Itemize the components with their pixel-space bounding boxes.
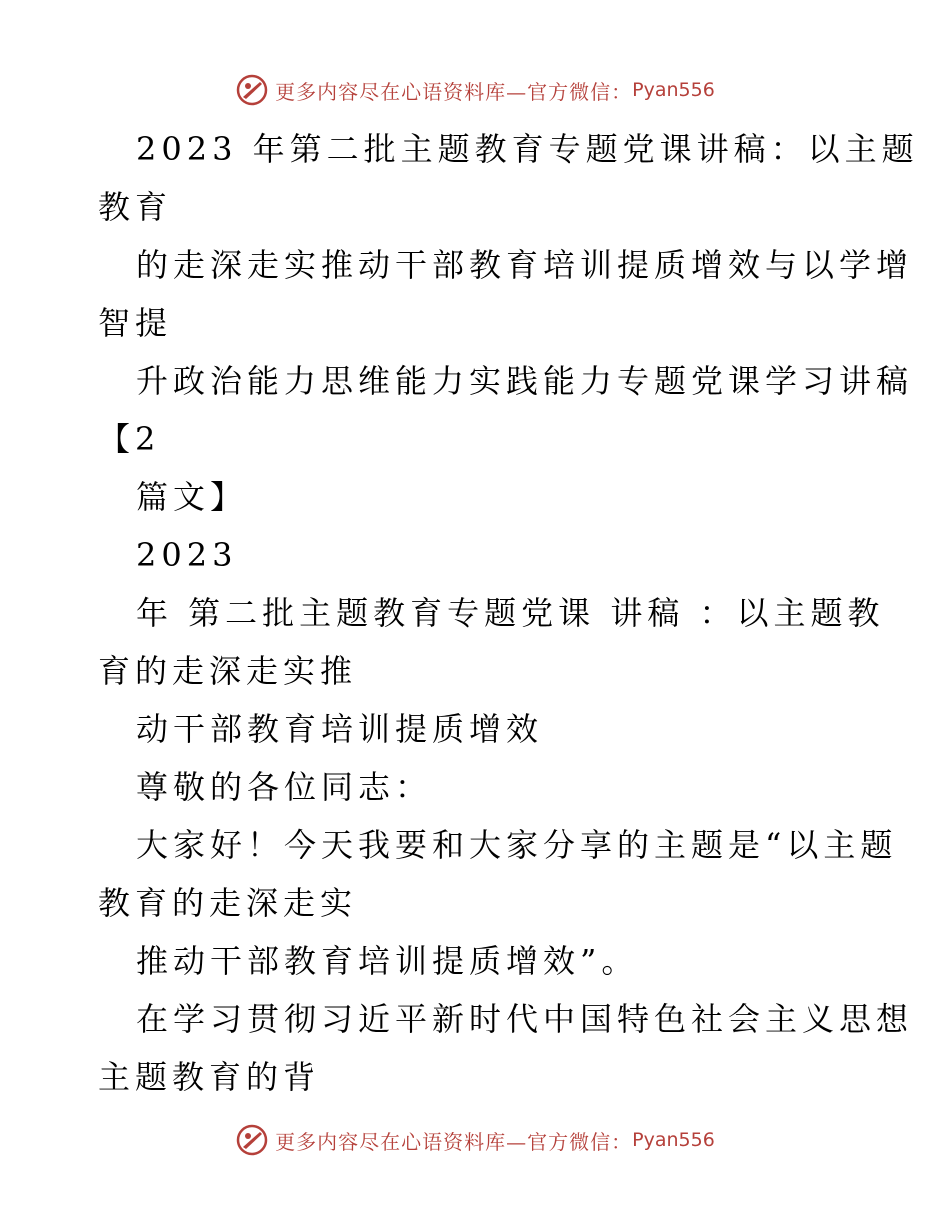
text-line: 升政治能力思维能力实践能力专题党课学习讲稿	[136, 362, 914, 400]
header-banner-text: 更多内容尽在心语资料库—官方微信：	[275, 79, 633, 104]
text-line: 教育	[98, 188, 173, 226]
logo-icon	[235, 1123, 269, 1157]
text-line: 篇文】	[136, 478, 248, 516]
text-line: 的走深走实推动干部教育培训提质增效与以学增	[136, 246, 914, 284]
text-line: 在学习贯彻习近平新时代中国特色社会主义思想	[136, 1000, 914, 1038]
text-line: 育的走深走实推	[98, 652, 358, 690]
header-watermark	[0, 70, 950, 110]
footer-banner-text: 更多内容尽在心语资料库—官方微信：	[275, 1129, 633, 1154]
document-body	[98, 120, 919, 1106]
footer-banner-contact: Pyan556	[632, 1129, 715, 1151]
text-line: 2023 年第二批主题教育专题党课讲稿：以主题	[136, 130, 919, 168]
text-line: 推动干部教育培训提质增效”。	[136, 942, 639, 980]
text-line: 教育的走深走实	[98, 884, 358, 922]
header-banner-contact: Pyan556	[632, 79, 715, 101]
text-line: 动干部教育培训提质增效	[136, 710, 544, 748]
logo-icon	[235, 73, 269, 107]
text-line: 尊敬的各位同志：	[136, 768, 433, 806]
text-line: 主题教育的背	[98, 1058, 321, 1096]
text-line: 大家好！今天我要和大家分享的主题是“以主题	[136, 826, 898, 864]
text-line: 【2	[98, 420, 161, 458]
text-line: 2023	[136, 536, 238, 574]
text-line: 年 第二批主题教育专题党课 讲稿 ：以主题教	[136, 594, 885, 632]
text-line: 智提	[98, 304, 173, 342]
footer-watermark	[0, 1120, 950, 1160]
